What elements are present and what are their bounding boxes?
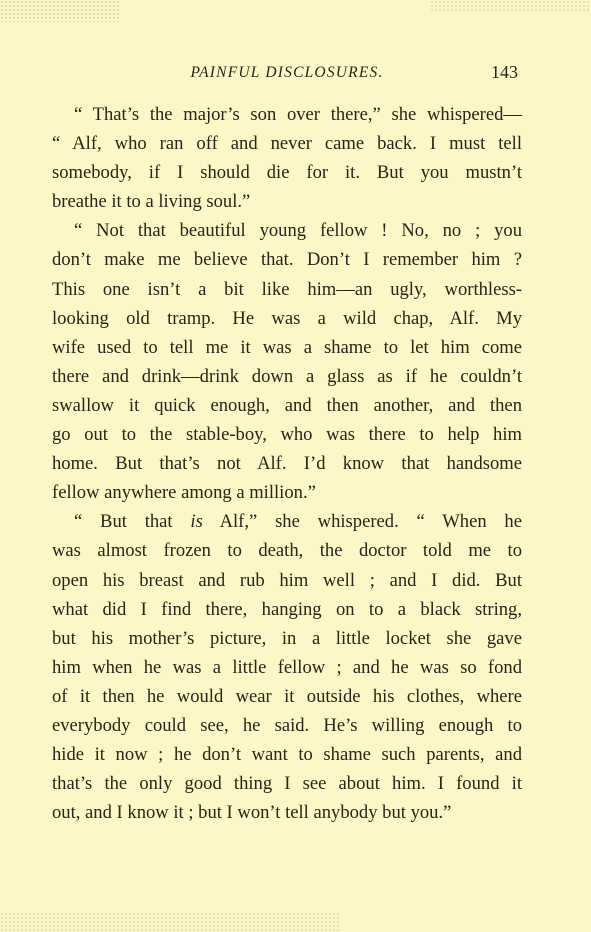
paragraph <box>52 216 522 507</box>
text-line: was almost frozen to death, the doctor told me to <box>52 540 522 562</box>
text-line: wife used to tell me it was a shame to let him come <box>52 336 522 358</box>
page-speckle-bottom <box>0 912 340 932</box>
text-line: “ Alf, who ran off and never came back. I must tell <box>52 133 522 155</box>
text-line: “ But that is Alf,” she whispered. “ When he <box>74 511 522 533</box>
paragraph <box>52 100 522 216</box>
page-speckle-top-left <box>0 0 120 22</box>
text-line: “ That’s the major’s son over there,” she whispered— <box>74 104 522 125</box>
text-line: everybody could see, he said. He’s willing enough to <box>52 714 522 736</box>
text-line: home. But that’s not Alf. I’d know that handsome <box>52 453 522 475</box>
text-line: what did I find there, hanging on to a black string, <box>52 598 522 620</box>
paragraph <box>52 507 522 827</box>
text-line: fellow anywhere among a million.” <box>52 482 316 504</box>
text-line: swallow it quick enough, and then another, and then <box>52 394 522 416</box>
text-line: don’t make me believe that. Don’t I remember him ? <box>52 249 522 271</box>
body-text <box>52 100 522 827</box>
text-line: out, and I know it ; but I won’t tell anybody but you.” <box>52 802 452 824</box>
running-head <box>52 62 522 86</box>
running-title: PAINFUL DISCLOSURES. <box>190 64 384 81</box>
text-line: that’s the only good thing I see about him. I found it <box>52 773 522 795</box>
text-line: of it then he would wear it outside his clothes, where <box>52 685 522 707</box>
text-line: him when he was a little fellow ; and he was so fond <box>52 656 522 678</box>
text-line: hide it now ; he don’t want to shame such parents, and <box>52 744 522 766</box>
text-line: but his mother’s picture, in a little locket she gave <box>52 627 522 649</box>
page-number: 143 <box>491 62 518 82</box>
text-line: somebody, if I should die for it. But you mustn’t <box>52 162 522 184</box>
text-line: open his breast and rub him well ; and I did. But <box>52 569 522 591</box>
text-line: there and drink—drink down a glass as if he couldn’t <box>52 365 522 387</box>
text-line: breathe it to a living soul.” <box>52 191 251 213</box>
text-line: go out to the stable-boy, who was there to help him <box>52 424 522 446</box>
page-speckle-top-right <box>430 0 591 12</box>
text-line: This one isn’t a bit like him—an ugly, worthless- <box>52 278 522 300</box>
text-line: looking old tramp. He was a wild chap, Alf. My <box>52 307 522 329</box>
text-line: “ Not that beautiful young fellow ! No, no ; you <box>74 220 522 242</box>
